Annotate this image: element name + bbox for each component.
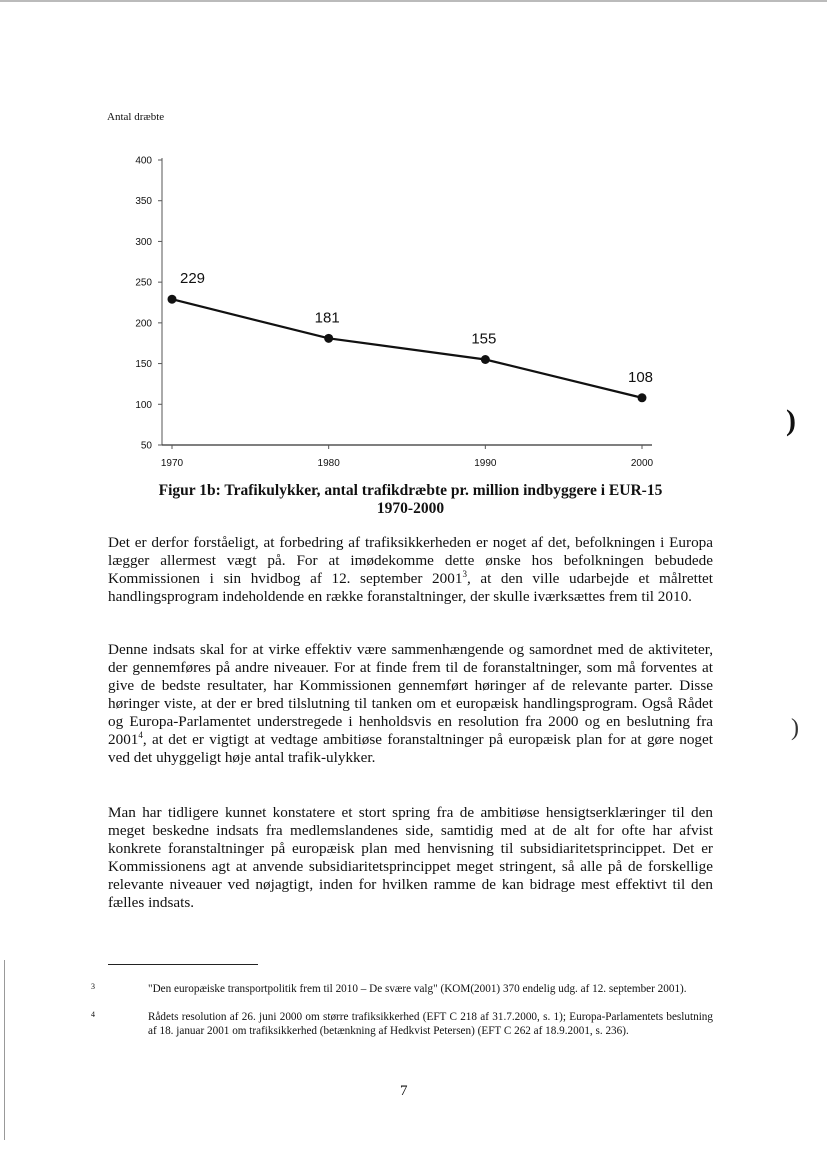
scan-left-edge	[4, 960, 5, 1140]
y-tick-label: 150	[135, 359, 152, 371]
y-tick-label: 50	[140, 440, 152, 452]
y-tick-label: 400	[135, 155, 152, 167]
page-number: 7	[400, 1083, 408, 1099]
margin-mark: )	[786, 404, 796, 437]
x-ticks	[161, 445, 654, 469]
figure-caption	[108, 482, 713, 518]
chart-ylabel: Antal dræbte	[107, 111, 165, 123]
caption-line-2: 1970-2000	[376, 500, 445, 517]
data-point	[168, 295, 177, 304]
paragraph-1-text-b: , at den ville udarbejde et målrettet handlingsprogram indeholdende en række foranstaltninger, der skulle iværksættes frem til 2010.	[108, 570, 713, 605]
y-tick-label: 250	[135, 277, 152, 289]
paragraph-2-text-a: Denne indsats skal for at virke effektiv være sammenhængende og samordnet med de aktiviteter, der gennemføres på andre niveauer. For at finde frem til de foranstaltninger, som må forventes at give de bedste resultater, har Kommissionen gennemført høringer af de relevante parter. Disse høringer viste, at der er bred tilslutning til tanken om et europæisk handlingsprogram. Også Rådet og Europa-Parlamentet understregede i henholdsvis en resolution fra 2000 og en beslutning fra 2001	[108, 641, 713, 748]
data-label: 181	[314, 309, 340, 327]
y-tick-label: 200	[135, 318, 152, 330]
footnote-ref-4: 4	[138, 729, 143, 740]
footnote-separator	[108, 964, 258, 965]
margin-mark: )	[791, 715, 799, 741]
paragraph-1	[108, 534, 713, 606]
paragraph-2-text-b: , at det er vigtigt at vedtage ambitiøse foranstaltninger på europæisk plan for at gøre noget ved det uhyggeligt høje antal trafik-ulykker.	[108, 731, 713, 766]
footnote-number: 4	[91, 1010, 95, 1019]
y-tick-label: 100	[135, 399, 152, 411]
paragraph-3: Man har tidligere kunnet konstatere et stort spring fra de ambitiøse hensigtserklæringer til den meget beskedne indsats fra medlemslandenes side, samtidig med at de alt for ofte har afvist konkrete foranstaltninger på europæisk plan med henvisning til subsidiaritetsprincippet. Det er Kommissionens agt at anvende subsidiaritetsprincippet meget stringent, så alle på de forskellige relevante niveauer ved nøjagtigt, inden for hvilken ramme de kan bidrage mest effektivt til den fælles indsats.	[108, 804, 713, 911]
x-tick-label: 1990	[474, 458, 497, 469]
data-label: 108	[628, 368, 654, 386]
y-ticks	[135, 156, 162, 452]
x-tick-label: 1970	[160, 458, 184, 469]
data-label: 155	[471, 330, 497, 348]
line-chart	[100, 140, 670, 475]
data-point	[638, 393, 647, 402]
footnote-number: 3	[91, 982, 95, 991]
data-point	[324, 334, 333, 343]
paragraph-2	[108, 641, 713, 767]
caption-line-1: Figur 1b: Trafikulykker, antal trafikdræbte pr. million indbyggere i EUR-15	[158, 482, 663, 499]
x-tick-label: 2000	[630, 458, 654, 469]
footnote-ref-3: 3	[462, 568, 467, 579]
scan-top-edge	[0, 0, 827, 2]
footnote-text: "Den europæiske transportpolitik frem til 2010 – De svære valg" (KOM(2001) 370 endelig udg. af 12. september 2001).	[148, 983, 687, 995]
y-tick-label: 300	[135, 236, 152, 248]
paragraph-1-text-a: Det er derfor forståeligt, at forbedring af trafiksikkerheden er noget af det, befolkningen i Europa lægger allermest vægt på. For at imødekomme dette ønske hos befolkningen bebudede Kommissionen i sin hvidbog af 12. september 2001	[108, 534, 713, 587]
y-tick-label: 350	[135, 196, 152, 208]
data-point	[481, 355, 490, 364]
x-tick-label: 1980	[317, 458, 340, 469]
footnote-text: Rådets resolution af 26. juni 2000 om større trafiksikkerhed (EFT C 218 af 31.7.2000, s. 1); Europa-Parlamentets beslutning af 18. januar 2001 om trafiksikkerhed (betænkning af Hedkvist Petersen) (EFT C 262 af 18.9.2001, s. 236).	[148, 1011, 713, 1037]
data-label: 229	[180, 270, 206, 288]
series-line	[172, 299, 642, 398]
